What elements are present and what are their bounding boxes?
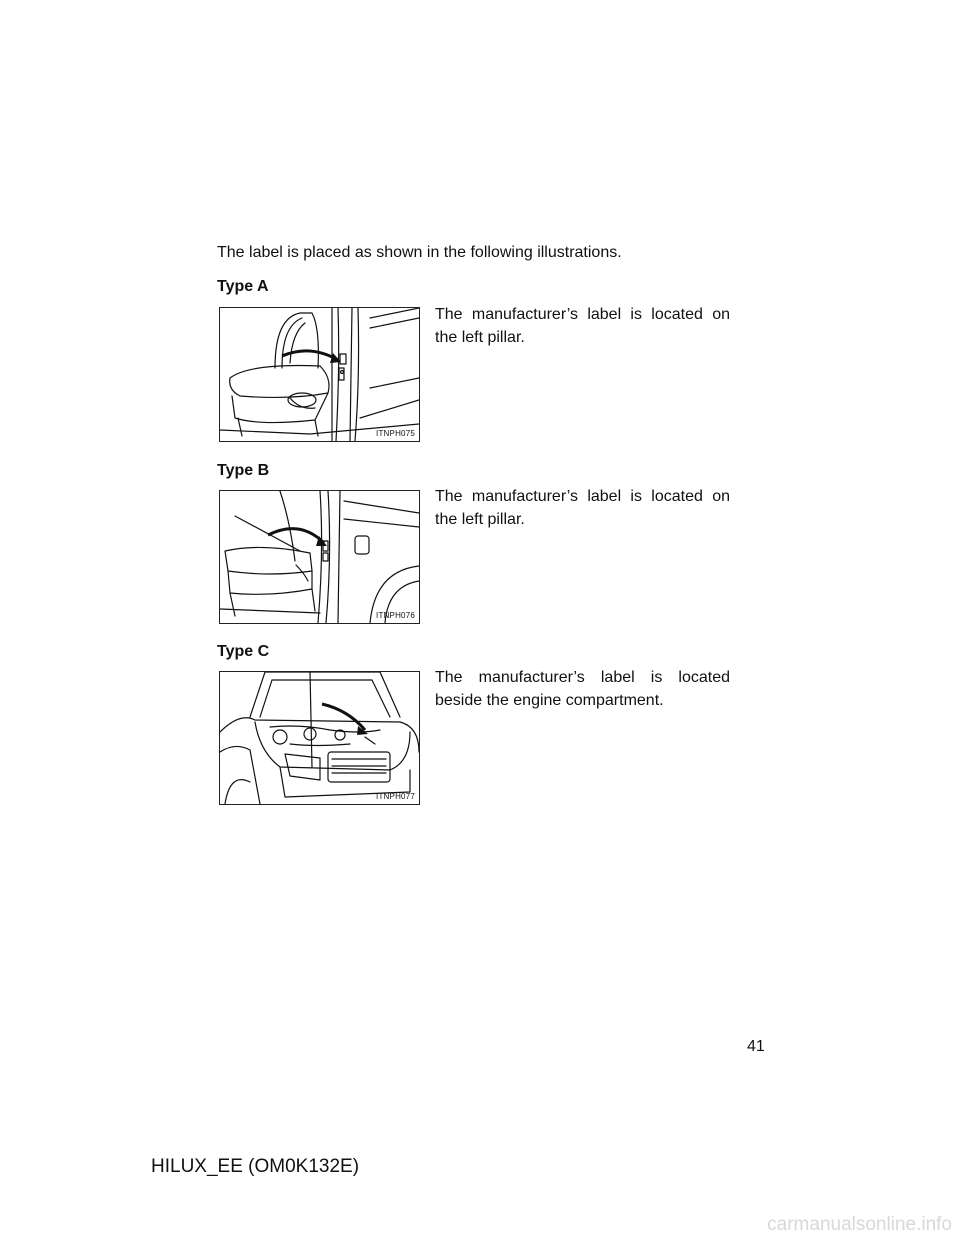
type-a-description: The manufacturer’s label is located on the left pillar. [435,306,730,346]
type-c-heading: Type C [217,643,270,660]
watermark: carmanualsonline.info [767,1214,952,1235]
seat-door-pillar-illustration-icon [220,308,419,441]
type-a-heading: Type A [217,278,269,295]
type-b-description: The manufacturer’s label is located on the left pillar. [435,488,730,528]
bench-seat-pillar-illustration-icon [220,491,419,623]
type-a-figure-code: ITNPH075 [376,429,415,438]
type-a-figure [219,307,420,442]
intro-text: The label is placed as shown in the following illustrations. [217,244,622,261]
type-c-figure-code: ITNPH077 [376,792,415,801]
page-number: 41 [747,1038,765,1055]
engine-compartment-illustration-icon [220,672,419,804]
type-c-description: The manufacturer’s label is located beside the engine compartment. [435,669,730,709]
type-b-heading: Type B [217,462,270,479]
type-c-figure [219,671,420,805]
type-b-figure-code: ITNPH076 [376,611,415,620]
document-footer: HILUX_EE (OM0K132E) [151,1156,360,1177]
type-b-figure [219,490,420,624]
